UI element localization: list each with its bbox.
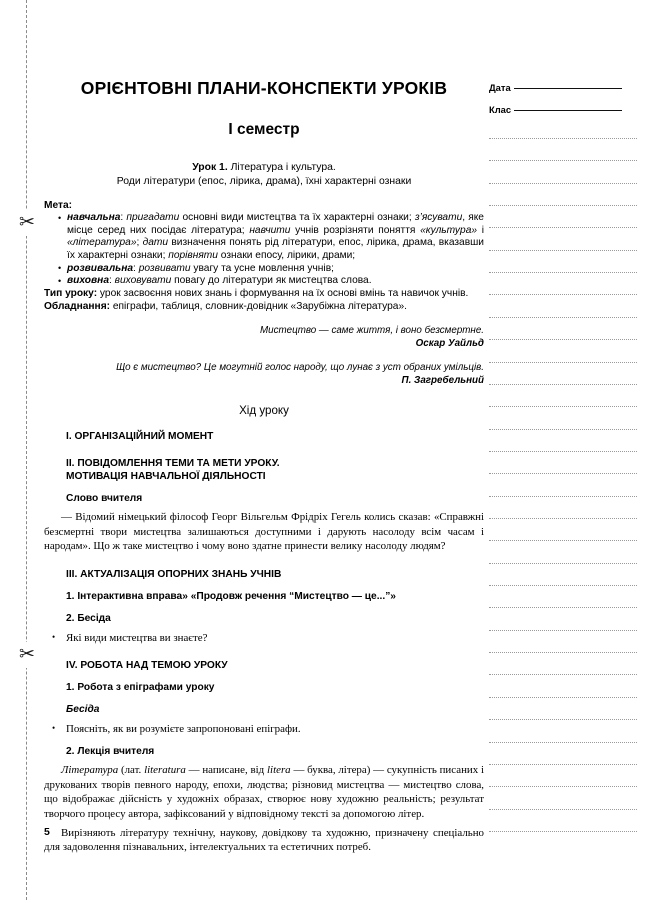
- besida-heading: 2. Бесіда: [66, 612, 111, 624]
- note-line[interactable]: [489, 563, 637, 564]
- equipment-value: епіграфи, таблиця, словник-довідник «Зарубіжна література».: [110, 300, 407, 312]
- lecture-paragraph-1: Література (лат. literatura — написане, від litera — буква, літера) — сукупність писаних і друкованих творів певного народу, епохи, людства; різновид мистецтва — мистецтво слова, що відображає дійсність у художніх образах, створює нову художню реальність; результат творчого процесу автора, зафіксований у відповідному тексті за допомогою літер.: [44, 764, 484, 820]
- section-heading-iv: IV. РОБОТА НАД ТЕМОЮ УРОКУ: [66, 659, 228, 671]
- meta-sep: :: [120, 212, 127, 224]
- lesson-subtitle: Роди літератури (епос, лірика, драма), їхні характерні ознаки: [116, 175, 412, 187]
- lesson-type-label: Тип уроку:: [44, 287, 98, 299]
- epigraph-question: • Поясніть, як ви розумієте запропоновані епіграфи.: [52, 722, 484, 736]
- note-line[interactable]: [489, 652, 637, 653]
- lecture-paragraph-2: Вирізняють літературу технічну, наукову, довідкову та художню, призначену спеціально для задоволення пізнавальних, інтелектуальних та естетичних потреб.: [44, 827, 484, 854]
- note-line[interactable]: [489, 160, 637, 161]
- note-line[interactable]: [489, 429, 637, 430]
- note-line[interactable]: [489, 406, 637, 407]
- lesson-title: Література і культура.: [227, 162, 336, 173]
- note-line[interactable]: [489, 540, 637, 541]
- semester-heading: I семестр: [228, 121, 300, 138]
- note-line[interactable]: [489, 205, 637, 206]
- class-write-rule[interactable]: [514, 110, 622, 111]
- epigraph-work-heading: 1. Робота з епіграфами уроку: [66, 681, 215, 693]
- note-line[interactable]: [489, 697, 637, 698]
- date-write-rule[interactable]: [514, 88, 622, 89]
- epigraph-author: П. Загребельний: [401, 375, 484, 387]
- note-line[interactable]: [489, 362, 637, 363]
- date-field[interactable]: [489, 82, 637, 93]
- note-line[interactable]: [489, 473, 637, 474]
- note-line[interactable]: [489, 272, 637, 273]
- class-field[interactable]: [489, 104, 637, 115]
- date-label: Дата: [489, 82, 511, 93]
- equipment-label: Обладнання:: [44, 300, 111, 312]
- note-line[interactable]: [489, 317, 637, 318]
- besida-italic-heading: Бесіда: [66, 703, 100, 715]
- besida-question: • Які види мистецтва ви знаєте?: [52, 631, 484, 645]
- note-line[interactable]: [489, 138, 637, 139]
- note-line[interactable]: [489, 183, 637, 184]
- epigraph-author: Оскар Уайльд: [415, 338, 484, 350]
- lesson-heading: [44, 161, 484, 188]
- note-line[interactable]: [489, 831, 637, 832]
- list-item: [58, 275, 484, 288]
- note-line[interactable]: [489, 451, 637, 452]
- scissors-icon: ✂: [14, 642, 40, 668]
- meta-kind: навчальна: [67, 212, 121, 224]
- epigraph-text: Мистецтво — саме життя, і воно безсмертне.: [259, 325, 484, 337]
- note-line[interactable]: [489, 250, 637, 251]
- interactive-exercise-heading: 1. Інтерактивна вправа» «Продовж речення “Мистецтво — це...”»: [66, 590, 396, 602]
- meta-list: [44, 212, 484, 288]
- meta-sep: :: [133, 262, 139, 274]
- lesson-page: [44, 0, 484, 900]
- note-line[interactable]: [489, 585, 637, 586]
- meta-sep: :: [108, 275, 115, 287]
- note-line[interactable]: [489, 496, 637, 497]
- cut-dashed-line: [26, 0, 27, 900]
- page-title: ОРІЄНТОВНІ ПЛАНИ-КОНСПЕКТИ УРОКІВ: [80, 78, 448, 98]
- note-line[interactable]: [489, 294, 637, 295]
- class-label: Клас: [489, 104, 512, 115]
- section-heading-iii: III. АКТУАЛІЗАЦІЯ ОПОРНИХ ЗНАНЬ УЧНІВ: [66, 568, 282, 580]
- lecture-heading: 2. Лекція вчителя: [66, 746, 155, 758]
- meta-heading: Мета:: [44, 200, 73, 212]
- equipment-line: [44, 301, 484, 314]
- note-line[interactable]: [489, 339, 637, 340]
- list-item: [58, 263, 484, 276]
- note-line[interactable]: [489, 786, 637, 787]
- note-line[interactable]: [489, 227, 637, 228]
- meta-text: розвивати увагу та усне мовлення учнів;: [138, 262, 334, 274]
- lesson-type-value: урок засвоєння нових знань і формування на їх основі вмінь та навичок учнів.: [97, 287, 469, 299]
- note-line[interactable]: [489, 630, 637, 631]
- meta-kind: виховна: [67, 275, 109, 287]
- meta-kind: розвивальна: [67, 262, 134, 274]
- section-heading-i: I. ОРГАНІЗАЦІЙНИЙ МОМЕНТ: [66, 431, 214, 443]
- note-line[interactable]: [489, 719, 637, 720]
- note-line[interactable]: [489, 674, 637, 675]
- notes-sidebar: [489, 0, 637, 900]
- note-line[interactable]: [489, 764, 637, 765]
- meta-text: пригадати основні види мистецтва та їх характерні ознаки; з’ясувати, яке місце серед них посідає література; навчити учнів розрізняти поняття «культура» і «література»; дати визначення понять рід літератури, епос, лірика, драма, вказавши їх характерні ознаки; порівняти ознаки епосу, лірики, драми;: [67, 212, 484, 261]
- page-number: 5: [44, 826, 50, 838]
- list-item: [58, 212, 484, 262]
- epigraph: [44, 361, 484, 387]
- lesson-body: [44, 430, 484, 854]
- section-heading-ii: II. ПОВІДОМЛЕННЯ ТЕМИ ТА МЕТИ УРОКУ.: [66, 458, 280, 470]
- note-line[interactable]: [489, 384, 637, 385]
- meta-text: виховувати повагу до літератури як мистецтва слова.: [114, 275, 372, 287]
- teacher-word-paragraph: — Відомий німецький філософ Георг Вільгельм Фрідріх Гегель колись сказав: «Справжні безсмертні твори мистецтва залишаються доступними і дарують насолоду всім часам і народам». Що ж таке мистецтво і чому воно здатне принести велику насолоду людям?: [44, 511, 484, 553]
- epigraph: [44, 324, 484, 350]
- lesson-type-line: [44, 288, 484, 301]
- scissors-icon: ✂: [14, 210, 40, 236]
- note-line[interactable]: [489, 742, 637, 743]
- teacher-word-heading: Слово вчителя: [66, 493, 143, 505]
- section-heading-ii-line2: МОТИВАЦІЯ НАВЧАЛЬНОЇ ДІЯЛЬНОСТІ: [66, 471, 266, 483]
- course-heading: Хід уроку: [239, 404, 289, 418]
- lesson-number: Урок 1.: [192, 162, 228, 173]
- note-line[interactable]: [489, 607, 637, 608]
- note-line[interactable]: [489, 518, 637, 519]
- epigraph-text: Що є мистецтво? Це могутній голос народу, що лунає з уст обраних умільців.: [116, 362, 484, 374]
- note-line[interactable]: [489, 809, 637, 810]
